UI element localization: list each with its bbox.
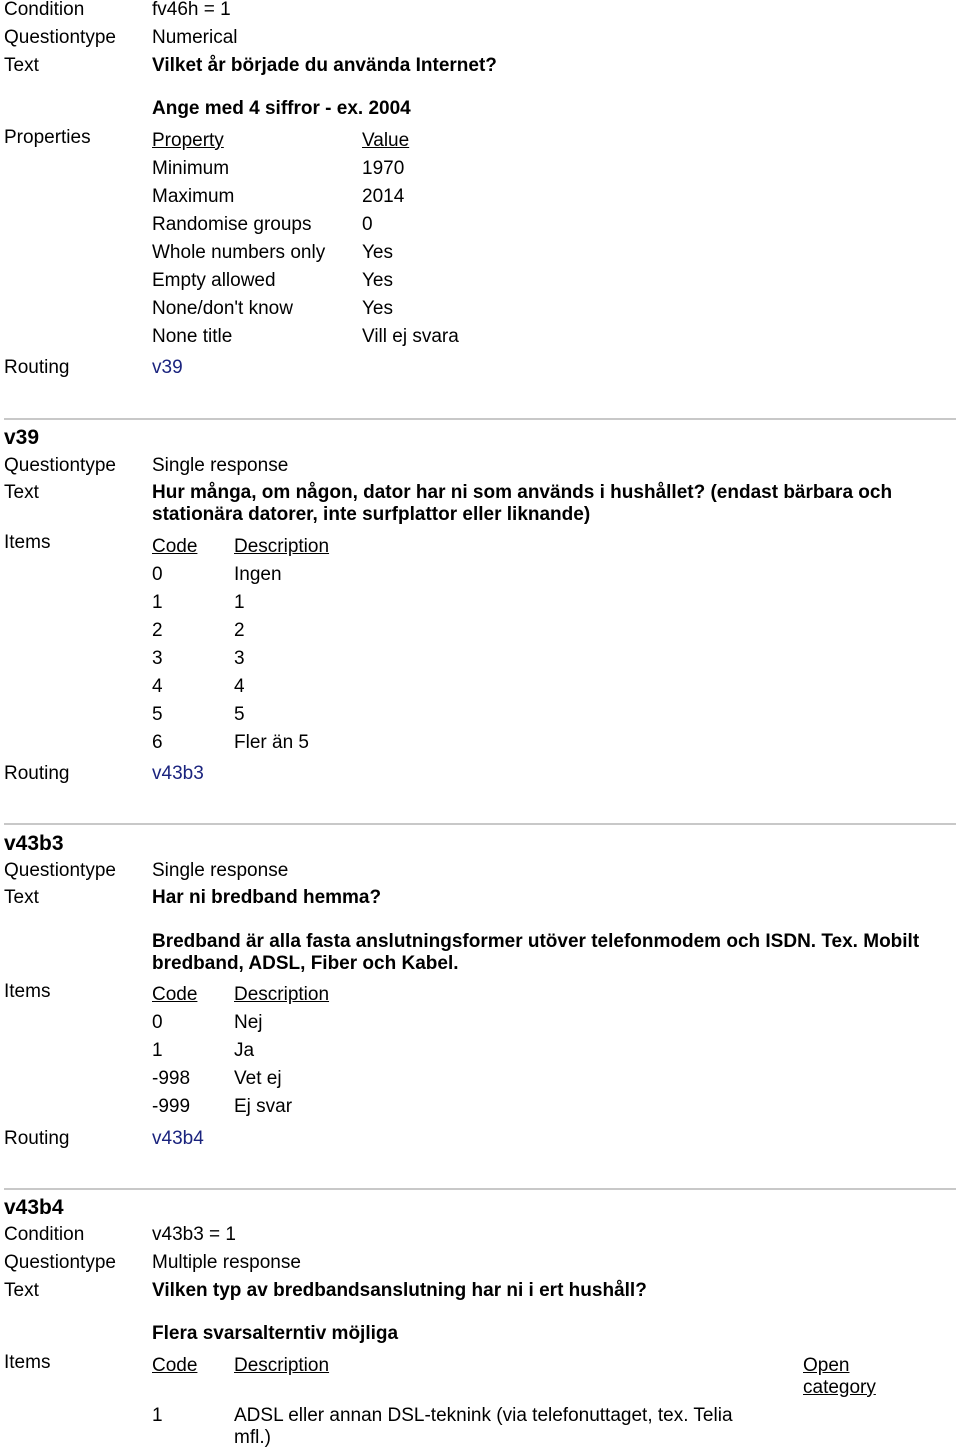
property-value: Vill ej svara xyxy=(362,326,459,347)
question-note: Bredband är alla fasta anslutningsformer utöver telefonmodem och ISDN. Tex. Mobilt xyxy=(152,931,920,952)
item-code: 1 xyxy=(152,1040,163,1061)
description-column-header: Description xyxy=(234,1355,330,1376)
item-code: 3 xyxy=(152,648,163,669)
property-name: None title xyxy=(152,326,233,347)
item-description-continued: mfl.) xyxy=(234,1427,271,1448)
question-text-continued: stationära datorer, inte surfplattor eller liknande) xyxy=(152,504,591,525)
item-description: 4 xyxy=(234,676,245,697)
item-code: 6 xyxy=(152,732,163,753)
section-divider xyxy=(4,418,956,420)
items-label: Items xyxy=(4,1352,51,1373)
property-name: None/don't know xyxy=(152,298,293,319)
value-column-header: Value xyxy=(362,130,410,151)
text-label: Text xyxy=(4,887,39,908)
properties-label: Properties xyxy=(4,127,91,148)
description-column-header: Description xyxy=(234,984,330,1005)
item-code: 2 xyxy=(152,620,163,641)
question-text: Hur många, om någon, dator har ni som används i hushållet? (endast bärbara och xyxy=(152,482,893,503)
routing-link-v39[interactable]: v39 xyxy=(152,357,183,378)
question-text: Vilket år började du använda Internet? xyxy=(152,55,497,76)
item-description: ADSL eller annan DSL-teknink (via telefonuttaget, tex. Telia xyxy=(234,1405,733,1426)
property-name: Minimum xyxy=(152,158,230,179)
questiontype-label: Questiontype xyxy=(4,1252,116,1273)
text-label: Text xyxy=(4,482,39,503)
property-name: Maximum xyxy=(152,186,235,207)
item-description: Ja xyxy=(234,1040,255,1061)
questiontype-value: Multiple response xyxy=(152,1252,301,1273)
item-description: 5 xyxy=(234,704,245,725)
question-text: Har ni bredband hemma? xyxy=(152,887,382,908)
item-description: Nej xyxy=(234,1012,263,1033)
property-value: Yes xyxy=(362,270,393,291)
question-note-continued: bredband, ADSL, Fiber och Kabel. xyxy=(152,953,459,974)
section-title-v39: v39 xyxy=(4,426,40,449)
property-value: 2014 xyxy=(362,186,405,207)
property-name: Empty allowed xyxy=(152,270,276,291)
item-code: 4 xyxy=(152,676,163,697)
item-description: Fler än 5 xyxy=(234,732,309,753)
category-column-header: category xyxy=(803,1377,876,1398)
description-column-header: Description xyxy=(234,536,330,557)
section-title-v43b3: v43b3 xyxy=(4,832,64,855)
condition-label: Condition xyxy=(4,1224,85,1245)
item-code: -999 xyxy=(152,1096,191,1117)
routing-label: Routing xyxy=(4,763,70,784)
question-hint: Ange med 4 siffror - ex. 2004 xyxy=(152,98,411,119)
property-value: Yes xyxy=(362,242,393,263)
open-column-header: Open xyxy=(803,1355,850,1376)
code-column-header: Code xyxy=(152,1355,198,1376)
property-column-header: Property xyxy=(152,130,224,151)
question-note: Flera svarsalterntiv möjliga xyxy=(152,1323,399,1344)
item-description: Vet ej xyxy=(234,1068,282,1089)
section-divider xyxy=(4,823,956,825)
items-label: Items xyxy=(4,981,51,1002)
item-description: 1 xyxy=(234,592,245,613)
text-label: Text xyxy=(4,55,39,76)
text-label: Text xyxy=(4,1280,39,1301)
property-name: Whole numbers only xyxy=(152,242,326,263)
questiontype-value: Single response xyxy=(152,455,289,476)
questiontype-label: Questiontype xyxy=(4,455,116,476)
item-code: 5 xyxy=(152,704,163,725)
item-code: 0 xyxy=(152,1012,163,1033)
item-code: -998 xyxy=(152,1068,191,1089)
item-description: Ej svar xyxy=(234,1096,293,1117)
condition-value: fv46h = 1 xyxy=(152,0,231,20)
routing-label: Routing xyxy=(4,357,70,378)
routing-link-v43b3[interactable]: v43b3 xyxy=(152,763,204,784)
condition-label: Condition xyxy=(4,0,85,20)
section-title-v43b4: v43b4 xyxy=(4,1196,64,1219)
item-code: 0 xyxy=(152,564,163,585)
item-code: 1 xyxy=(152,592,163,613)
code-column-header: Code xyxy=(152,536,198,557)
item-code: 1 xyxy=(152,1405,163,1426)
question-text: Vilken typ av bredbandsanslutning har ni i ert hushåll? xyxy=(152,1280,647,1301)
property-value: Yes xyxy=(362,298,393,319)
property-value: 0 xyxy=(362,214,373,235)
questiontype-value: Numerical xyxy=(152,27,238,48)
code-column-header: Code xyxy=(152,984,198,1005)
item-description: 3 xyxy=(234,648,245,669)
item-description: 2 xyxy=(234,620,245,641)
property-name: Randomise groups xyxy=(152,214,312,235)
section-divider xyxy=(4,1188,956,1190)
routing-link-v43b4[interactable]: v43b4 xyxy=(152,1128,204,1149)
items-label: Items xyxy=(4,532,51,553)
routing-label: Routing xyxy=(4,1128,70,1149)
questiontype-label: Questiontype xyxy=(4,860,116,881)
questiontype-label: Questiontype xyxy=(4,27,116,48)
item-description: Ingen xyxy=(234,564,282,585)
property-value: 1970 xyxy=(362,158,405,179)
condition-value: v43b3 = 1 xyxy=(152,1224,236,1245)
questiontype-value: Single response xyxy=(152,860,289,881)
